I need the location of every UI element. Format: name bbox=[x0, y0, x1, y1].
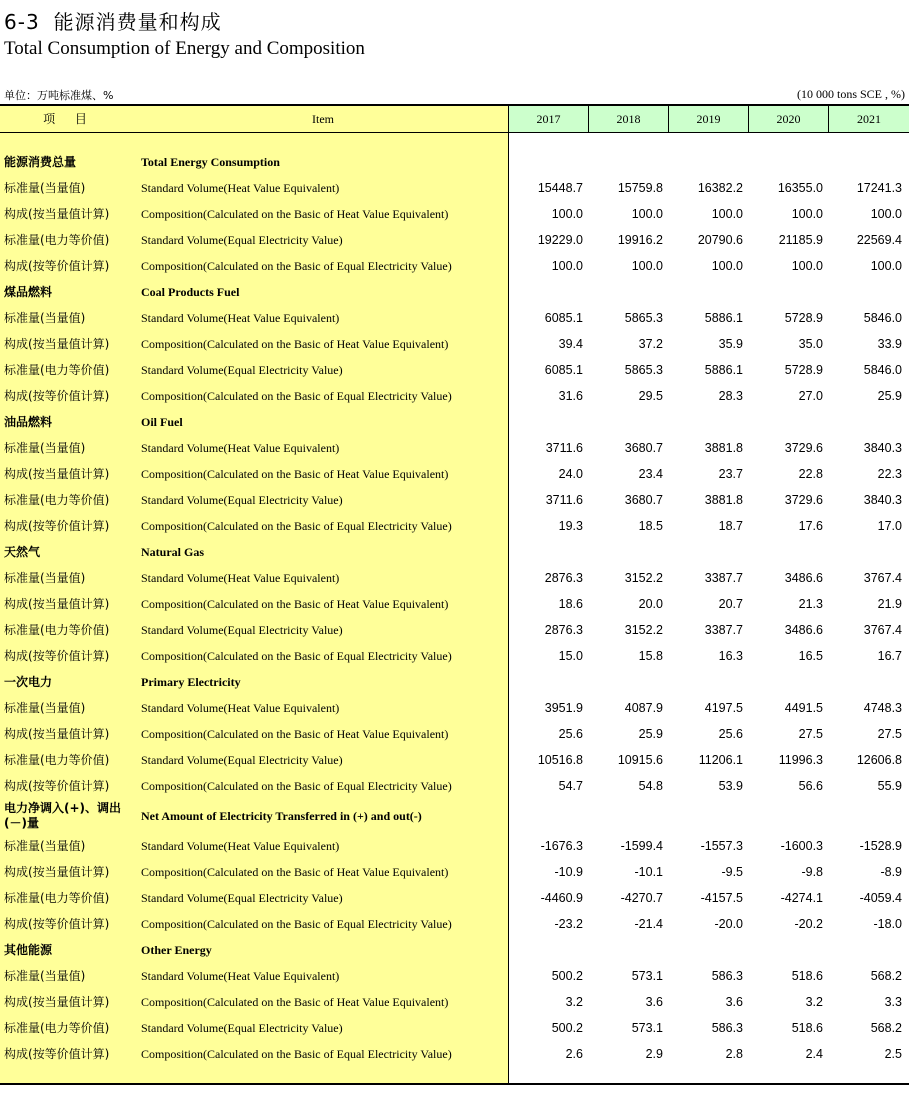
value-cell-2017: 39.4 bbox=[558, 337, 583, 351]
value-cell-2019: 3881.8 bbox=[704, 493, 743, 507]
value-cell-2019: 3881.8 bbox=[704, 441, 743, 455]
row-label-cn: 煤品燃料 bbox=[4, 284, 53, 299]
value-cell-2017: 6085.1 bbox=[544, 311, 583, 325]
value-cell-2017: 19229.0 bbox=[537, 233, 583, 247]
table-bottom-rule bbox=[0, 1083, 909, 1085]
value-cell-2020: 11996.3 bbox=[778, 753, 823, 767]
value-cell-2019: -1557.3 bbox=[700, 839, 743, 853]
value-cell-2021: 2.5 bbox=[884, 1047, 902, 1061]
value-cell-2019: 20790.6 bbox=[697, 233, 743, 247]
value-cell-2021: 3840.3 bbox=[863, 441, 902, 455]
value-cell-2020: 27.5 bbox=[798, 727, 823, 741]
value-cell-2018: 29.5 bbox=[638, 389, 663, 403]
row-label-cn: 标准量(电力等价值) bbox=[4, 752, 110, 767]
row-label-cn: 构成(按等价值计算) bbox=[4, 1046, 110, 1061]
value-cell-2018: 4087.9 bbox=[624, 701, 663, 715]
category-row bbox=[0, 937, 909, 963]
value-cell-2019: -20.0 bbox=[714, 917, 743, 931]
header-year-2020: 2020 bbox=[748, 106, 828, 132]
value-cell-2017: 25.6 bbox=[558, 727, 583, 741]
value-cell-2020: 3729.6 bbox=[784, 441, 823, 455]
row-label-en: Standard Volume(Equal Electricity Value) bbox=[141, 1020, 343, 1035]
value-cell-2020: 5728.9 bbox=[784, 311, 823, 325]
value-cell-2020: -9.8 bbox=[801, 865, 823, 879]
value-cell-2018: -21.4 bbox=[634, 917, 663, 931]
table-row bbox=[0, 911, 909, 937]
value-cell-2021: 21.9 bbox=[877, 597, 902, 611]
row-label-cn: 标准量(电力等价值) bbox=[4, 890, 110, 905]
table-row bbox=[0, 721, 909, 747]
table-row bbox=[0, 253, 909, 279]
value-cell-2017: 6085.1 bbox=[544, 363, 583, 377]
value-cell-2018: 25.9 bbox=[638, 727, 663, 741]
row-label-cn: 构成(按当量值计算) bbox=[4, 206, 110, 221]
table-row bbox=[0, 513, 909, 539]
value-cell-2018: 573.1 bbox=[631, 969, 663, 983]
value-cell-2021: 568.2 bbox=[870, 1021, 902, 1035]
value-cell-2017: 19.3 bbox=[558, 519, 583, 533]
value-cell-2020: 3.2 bbox=[805, 995, 823, 1009]
row-label-en: Composition(Calculated on the Basic of Heat Value Equivalent) bbox=[141, 466, 449, 481]
value-cell-2020: 4491.5 bbox=[784, 701, 823, 715]
row-label-en: Total Energy Consumption bbox=[141, 154, 280, 169]
value-cell-2021: -8.9 bbox=[880, 865, 902, 879]
row-label-en: Standard Volume(Heat Value Equivalent) bbox=[141, 310, 340, 325]
value-cell-2021: -1528.9 bbox=[859, 839, 902, 853]
value-cell-2019: 3387.7 bbox=[704, 623, 743, 637]
header-item-cn: 项 目 bbox=[43, 112, 95, 126]
value-cell-2021: 17241.3 bbox=[856, 181, 902, 195]
value-cell-2018: 37.2 bbox=[638, 337, 663, 351]
unit-label-en: (10 000 tons SCE , %) bbox=[797, 87, 905, 101]
value-cell-2021: 55.9 bbox=[877, 779, 902, 793]
value-cell-2021: 4748.3 bbox=[863, 701, 902, 715]
value-cell-2019: 35.9 bbox=[718, 337, 743, 351]
value-cell-2018: 20.0 bbox=[638, 597, 663, 611]
value-cell-2020: 3486.6 bbox=[784, 623, 823, 637]
row-label-cn: 标准量(电力等价值) bbox=[4, 492, 110, 507]
value-cell-2017: 3711.6 bbox=[545, 441, 583, 455]
value-cell-2021: 27.5 bbox=[877, 727, 902, 741]
value-cell-2021: 100.0 bbox=[870, 259, 902, 273]
value-cell-2019: 3.6 bbox=[725, 995, 743, 1009]
row-label-en: Composition(Calculated on the Basic of Heat Value Equivalent) bbox=[141, 336, 449, 351]
value-cell-2017: 15448.7 bbox=[537, 181, 583, 195]
row-label-en: Standard Volume(Equal Electricity Value) bbox=[141, 362, 343, 377]
value-cell-2021: 17.0 bbox=[877, 519, 902, 533]
table-row bbox=[0, 383, 909, 409]
row-label-cn: 其他能源 bbox=[4, 942, 53, 957]
table-row bbox=[0, 201, 909, 227]
category-row bbox=[0, 539, 909, 565]
row-label-en: Standard Volume(Equal Electricity Value) bbox=[141, 752, 343, 767]
table-row bbox=[0, 331, 909, 357]
value-cell-2018: 3.6 bbox=[645, 995, 663, 1009]
value-cell-2020: 35.0 bbox=[798, 337, 823, 351]
value-cell-2017: 500.2 bbox=[551, 1021, 583, 1035]
value-cell-2017: 3.2 bbox=[565, 995, 583, 1009]
row-label-cn: 构成(按等价值计算) bbox=[4, 916, 110, 931]
value-cell-2017: 2876.3 bbox=[544, 571, 583, 585]
value-cell-2017: -1676.3 bbox=[540, 839, 583, 853]
value-cell-2019: 2.8 bbox=[725, 1047, 743, 1061]
value-cell-2021: 12606.8 bbox=[856, 753, 902, 767]
value-cell-2018: 19916.2 bbox=[617, 233, 663, 247]
value-cell-2019: -9.5 bbox=[721, 865, 743, 879]
table-row bbox=[0, 487, 909, 513]
row-label-en: Primary Electricity bbox=[141, 674, 241, 689]
row-label-en: Standard Volume(Heat Value Equivalent) bbox=[141, 180, 340, 195]
value-cell-2019: 20.7 bbox=[718, 597, 743, 611]
row-label-en: Standard Volume(Equal Electricity Value) bbox=[141, 622, 343, 637]
row-label-cn: 一次电力 bbox=[4, 674, 53, 689]
value-cell-2018: -1599.4 bbox=[620, 839, 663, 853]
value-cell-2020: 518.6 bbox=[791, 969, 823, 983]
value-cell-2020: -1600.3 bbox=[780, 839, 823, 853]
row-label-cn: 电力净调入(+)、调出(－)量 bbox=[4, 801, 122, 830]
table-row bbox=[0, 773, 909, 799]
value-cell-2019: 28.3 bbox=[718, 389, 743, 403]
value-cell-2020: 5728.9 bbox=[784, 363, 823, 377]
row-label-en: Coal Products Fuel bbox=[141, 284, 240, 299]
value-cell-2021: -4059.4 bbox=[859, 891, 902, 905]
row-label-cn: 构成(按等价值计算) bbox=[4, 388, 110, 403]
value-cell-2017: 10516.8 bbox=[537, 753, 583, 767]
row-label-cn: 构成(按等价值计算) bbox=[4, 648, 110, 663]
category-row bbox=[0, 799, 909, 833]
value-cell-2018: 15759.8 bbox=[617, 181, 663, 195]
value-cell-2020: 56.6 bbox=[798, 779, 823, 793]
row-label-en: Composition(Calculated on the Basic of Equal Electricity Value) bbox=[141, 778, 452, 793]
row-label-cn: 构成(按当量值计算) bbox=[4, 726, 110, 741]
row-label-cn: 标准量(电力等价值) bbox=[4, 362, 110, 377]
value-cell-2018: 54.8 bbox=[638, 779, 663, 793]
value-cell-2019: 11206.1 bbox=[698, 753, 743, 767]
row-label-cn: 标准量(当量值) bbox=[4, 440, 86, 455]
value-cell-2017: 2.6 bbox=[565, 1047, 583, 1061]
value-cell-2019: 4197.5 bbox=[704, 701, 743, 715]
row-label-en: Net Amount of Electricity Transferred in (+) and out(-) bbox=[141, 808, 422, 823]
value-cell-2018: 5865.3 bbox=[624, 363, 663, 377]
row-label-cn: 标准量(当量值) bbox=[4, 570, 86, 585]
value-cell-2020: 3729.6 bbox=[784, 493, 823, 507]
table-body bbox=[0, 149, 909, 1067]
row-label-en: Composition(Calculated on the Basic of Equal Electricity Value) bbox=[141, 388, 452, 403]
value-cell-2018: 18.5 bbox=[638, 519, 663, 533]
row-label-en: Composition(Calculated on the Basic of Heat Value Equivalent) bbox=[141, 994, 449, 1009]
page-title-en: Total Consumption of Energy and Composition bbox=[4, 38, 365, 59]
header-year-2021: 2021 bbox=[828, 106, 909, 132]
value-cell-2017: 24.0 bbox=[558, 467, 583, 481]
value-cell-2020: 16.5 bbox=[798, 649, 823, 663]
value-cell-2017: 3711.6 bbox=[545, 493, 583, 507]
row-label-en: Oil Fuel bbox=[141, 414, 183, 429]
table-row bbox=[0, 833, 909, 859]
table-row bbox=[0, 747, 909, 773]
value-cell-2018: 5865.3 bbox=[624, 311, 663, 325]
value-cell-2020: 100.0 bbox=[791, 259, 823, 273]
row-label-cn: 构成(按等价值计算) bbox=[4, 258, 110, 273]
table-row bbox=[0, 617, 909, 643]
value-cell-2021: 3767.4 bbox=[863, 571, 902, 585]
energy-consumption-table bbox=[0, 104, 909, 1085]
row-label-en: Standard Volume(Equal Electricity Value) bbox=[141, 232, 343, 247]
table-header bbox=[0, 106, 909, 132]
value-cell-2020: 3486.6 bbox=[784, 571, 823, 585]
table-row bbox=[0, 885, 909, 911]
row-label-en: Natural Gas bbox=[141, 544, 204, 559]
value-cell-2017: -4460.9 bbox=[540, 891, 583, 905]
category-row bbox=[0, 669, 909, 695]
row-label-cn: 标准量(当量值) bbox=[4, 838, 86, 853]
row-label-cn: 构成(按当量值计算) bbox=[4, 596, 110, 611]
value-cell-2019: 16382.2 bbox=[697, 181, 743, 195]
row-label-cn: 构成(按等价值计算) bbox=[4, 518, 110, 533]
value-cell-2020: 2.4 bbox=[805, 1047, 823, 1061]
value-cell-2019: 100.0 bbox=[711, 259, 743, 273]
value-cell-2019: 3387.7 bbox=[704, 571, 743, 585]
row-label-en: Standard Volume(Heat Value Equivalent) bbox=[141, 968, 340, 983]
table-row bbox=[0, 435, 909, 461]
row-label-en: Standard Volume(Heat Value Equivalent) bbox=[141, 838, 340, 853]
header-year-2017: 2017 bbox=[508, 106, 588, 132]
value-cell-2017: 54.7 bbox=[558, 779, 583, 793]
value-cell-2021: 3767.4 bbox=[863, 623, 902, 637]
row-label-cn: 天然气 bbox=[4, 544, 41, 559]
value-cell-2020: 27.0 bbox=[798, 389, 823, 403]
value-cell-2018: 15.8 bbox=[638, 649, 663, 663]
row-label-cn: 标准量(当量值) bbox=[4, 180, 86, 195]
row-label-en: Standard Volume(Heat Value Equivalent) bbox=[141, 440, 340, 455]
table-row bbox=[0, 963, 909, 989]
row-label-en: Other Energy bbox=[141, 942, 212, 957]
header-bottom-rule bbox=[0, 132, 909, 133]
value-cell-2018: 573.1 bbox=[631, 1021, 663, 1035]
value-cell-2021: 25.9 bbox=[877, 389, 902, 403]
value-cell-2017: 18.6 bbox=[558, 597, 583, 611]
header-year-2018: 2018 bbox=[588, 106, 668, 132]
table-row bbox=[0, 1041, 909, 1067]
value-cell-2017: -23.2 bbox=[554, 917, 583, 931]
value-cell-2018: 23.4 bbox=[638, 467, 663, 481]
row-label-cn: 构成(按当量值计算) bbox=[4, 994, 110, 1009]
value-cell-2021: 33.9 bbox=[877, 337, 902, 351]
value-cell-2019: 100.0 bbox=[711, 207, 743, 221]
value-cell-2020: 16355.0 bbox=[777, 181, 823, 195]
row-label-cn: 标准量(电力等价值) bbox=[4, 622, 110, 637]
table-row bbox=[0, 357, 909, 383]
value-cell-2017: 100.0 bbox=[551, 259, 583, 273]
value-cell-2020: 17.6 bbox=[798, 519, 823, 533]
value-cell-2018: 3152.2 bbox=[624, 571, 663, 585]
category-row bbox=[0, 409, 909, 435]
row-label-cn: 构成(按等价值计算) bbox=[4, 778, 110, 793]
value-cell-2021: 22.3 bbox=[877, 467, 902, 481]
category-row bbox=[0, 279, 909, 305]
row-label-en: Composition(Calculated on the Basic of Equal Electricity Value) bbox=[141, 518, 452, 533]
value-cell-2018: 3680.7 bbox=[624, 441, 663, 455]
value-cell-2021: 3840.3 bbox=[863, 493, 902, 507]
row-label-cn: 构成(按当量值计算) bbox=[4, 336, 110, 351]
value-cell-2020: -4274.1 bbox=[780, 891, 823, 905]
value-cell-2017: 15.0 bbox=[558, 649, 583, 663]
value-cell-2017: 100.0 bbox=[551, 207, 583, 221]
row-label-cn: 能源消费总量 bbox=[4, 154, 77, 169]
row-label-en: Composition(Calculated on the Basic of Equal Electricity Value) bbox=[141, 1046, 452, 1061]
page-title-cn bbox=[4, 6, 222, 35]
value-cell-2021: 16.7 bbox=[877, 649, 902, 663]
value-cell-2018: 10915.6 bbox=[617, 753, 663, 767]
table-row bbox=[0, 175, 909, 201]
row-label-en: Standard Volume(Equal Electricity Value) bbox=[141, 890, 343, 905]
value-cell-2021: 5846.0 bbox=[863, 311, 902, 325]
row-label-cn: 构成(按当量值计算) bbox=[4, 864, 110, 879]
table-row bbox=[0, 989, 909, 1015]
row-label-en: Standard Volume(Heat Value Equivalent) bbox=[141, 700, 340, 715]
value-cell-2017: 31.6 bbox=[558, 389, 583, 403]
row-label-en: Composition(Calculated on the Basic of Equal Electricity Value) bbox=[141, 648, 452, 663]
value-cell-2020: 21185.9 bbox=[778, 233, 823, 247]
value-cell-2019: 5886.1 bbox=[704, 363, 743, 377]
table-row bbox=[0, 643, 909, 669]
table-row bbox=[0, 695, 909, 721]
table-row bbox=[0, 591, 909, 617]
header-item-en: Item bbox=[312, 112, 334, 126]
value-cell-2020: 100.0 bbox=[791, 207, 823, 221]
value-cell-2018: 100.0 bbox=[631, 259, 663, 273]
row-label-en: Composition(Calculated on the Basic of Heat Value Equivalent) bbox=[141, 726, 449, 741]
row-label-en: Composition(Calculated on the Basic of Heat Value Equivalent) bbox=[141, 864, 449, 879]
value-cell-2020: 22.8 bbox=[798, 467, 823, 481]
value-cell-2021: -18.0 bbox=[873, 917, 902, 931]
value-cell-2017: 3951.9 bbox=[544, 701, 583, 715]
header-year-2019: 2019 bbox=[668, 106, 748, 132]
row-label-en: Standard Volume(Equal Electricity Value) bbox=[141, 492, 343, 507]
row-label-cn: 标准量(当量值) bbox=[4, 310, 86, 325]
table-row bbox=[0, 305, 909, 331]
row-label-en: Standard Volume(Heat Value Equivalent) bbox=[141, 570, 340, 585]
table-number: 6-3 bbox=[4, 10, 40, 34]
value-cell-2018: -4270.7 bbox=[620, 891, 663, 905]
title-cn-text: 能源消费量和构成 bbox=[53, 10, 222, 34]
value-cell-2021: 22569.4 bbox=[856, 233, 902, 247]
row-label-cn: 标准量(当量值) bbox=[4, 700, 86, 715]
row-label-cn: 标准量(当量值) bbox=[4, 968, 86, 983]
value-cell-2017: 500.2 bbox=[551, 969, 583, 983]
value-cell-2020: 518.6 bbox=[791, 1021, 823, 1035]
value-cell-2019: 18.7 bbox=[718, 519, 743, 533]
value-cell-2019: -4157.5 bbox=[700, 891, 743, 905]
row-label-cn: 油品燃料 bbox=[4, 414, 53, 429]
value-cell-2019: 53.9 bbox=[718, 779, 743, 793]
value-cell-2019: 586.3 bbox=[711, 969, 743, 983]
value-cell-2019: 25.6 bbox=[718, 727, 743, 741]
value-cell-2021: 5846.0 bbox=[863, 363, 902, 377]
row-label-en: Composition(Calculated on the Basic of Equal Electricity Value) bbox=[141, 258, 452, 273]
row-label-cn: 标准量(电力等价值) bbox=[4, 1020, 110, 1035]
value-cell-2019: 586.3 bbox=[711, 1021, 743, 1035]
value-cell-2018: 3152.2 bbox=[624, 623, 663, 637]
value-cell-2018: 3680.7 bbox=[624, 493, 663, 507]
table-row bbox=[0, 859, 909, 885]
table-row bbox=[0, 565, 909, 591]
value-cell-2021: 3.3 bbox=[884, 995, 902, 1009]
value-cell-2017: -10.9 bbox=[554, 865, 583, 879]
value-cell-2020: -20.2 bbox=[794, 917, 823, 931]
table-row bbox=[0, 461, 909, 487]
row-label-en: Composition(Calculated on the Basic of Heat Value Equivalent) bbox=[141, 596, 449, 611]
category-row bbox=[0, 149, 909, 175]
value-cell-2019: 23.7 bbox=[718, 467, 743, 481]
value-cell-2017: 2876.3 bbox=[544, 623, 583, 637]
value-cell-2021: 100.0 bbox=[870, 207, 902, 221]
table-row bbox=[0, 227, 909, 253]
unit-label-cn: 单位：万吨标准煤、% bbox=[4, 89, 114, 102]
value-cell-2018: 100.0 bbox=[631, 207, 663, 221]
row-label-en: Composition(Calculated on the Basic of Heat Value Equivalent) bbox=[141, 206, 449, 221]
value-cell-2018: -10.1 bbox=[634, 865, 663, 879]
row-label-cn: 构成(按当量值计算) bbox=[4, 466, 110, 481]
row-label-en: Composition(Calculated on the Basic of Equal Electricity Value) bbox=[141, 916, 452, 931]
table-row bbox=[0, 1015, 909, 1041]
value-cell-2019: 16.3 bbox=[718, 649, 743, 663]
value-cell-2018: 2.9 bbox=[645, 1047, 663, 1061]
value-cell-2019: 5886.1 bbox=[704, 311, 743, 325]
row-label-cn: 标准量(电力等价值) bbox=[4, 232, 110, 247]
value-cell-2021: 568.2 bbox=[870, 969, 902, 983]
value-cell-2020: 21.3 bbox=[798, 597, 823, 611]
